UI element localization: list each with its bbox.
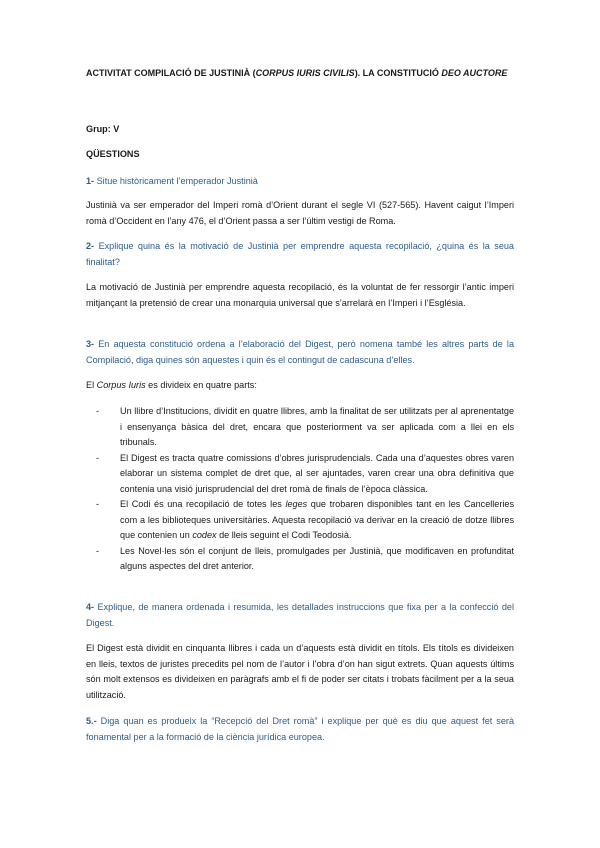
- question-4: 4- Explique, de manera ordenada i resumida, les detallades instruccions que fixa per a la confecció del Digest.: [86, 602, 514, 628]
- answer-1: Justinià va ser emperador del Imperi romà d’Orient durant el segle VI (527-565). Havent caigut l’Imperi romà d’Occident en l’any 476, el d’Orient passa a ser l’últim vestigi de Roma.: [86, 200, 514, 226]
- section-heading: QÜESTIONS: [86, 149, 140, 159]
- answer-4: El Digest està dividit en cinquanta llibres i cada un d’aquests està dividit en títols. Els títols es divideixen en lleis, textos de juristes precedits pel nom de l’autor i l’obra d’on han sigut extrets. Quan aquests últims són molt extensos es divideixen en paràgrafs amb el fi de poder ser citats i trobats fàcilment per a la seua utilització.: [86, 643, 514, 700]
- answer-3-intro: El Corpus Iuris es divideix en quatre parts:: [86, 380, 257, 390]
- list-item: - El Digest es tracta quatre comissions d’obres jurisprudencials. Cada una d’aquestes obres varen elaborar un sistema complet de dret que, al ser ajuntades, varen crear una obra definitiva que contenia una visió jurisprudencial del dret romà de finals de l’època clàssica.: [86, 451, 514, 498]
- question-5: 5.- Diga quan es produeix la “Recepció del Dret romà” i explique per què es diu que aquest fet serà fonamental per a la formació de la ciència jurídica europea.: [86, 716, 514, 742]
- question-2: 2- Explique quina és la motivació de Justinià per emprendre aquesta recopilació, ¿quina és la seua finalitat?: [86, 241, 514, 267]
- corpus-parts-list: [86, 404, 514, 575]
- question-1: 1- Situe històricament l’emperador Justinià: [86, 176, 258, 186]
- document-title: ACTIVITAT COMPILACIÓ DE JUSTINIÀ (CORPUS IURIS CIVILIS). LA CONSTITUCIÓ DEO AUCTORE: [86, 68, 508, 78]
- list-item: - Les Novel·les són el conjunt de lleis, promulgades per Justinià, que modificaven en profunditat alguns aspectes del dret anterior.: [86, 544, 514, 575]
- answer-2: La motivació de Justinià per emprendre aquesta recopilació, és la voluntat de fer ressorgir l’antic imperi mitjançant la pretensió de crear una monarquia universal que s’arrelarà en l’Imperi i l’Església.: [86, 282, 514, 308]
- list-item: - Un llibre d’Institucions, dividit en quatre llibres, amb la finalitat de ser utilitzats per al aprenentatge i ensenyança bàsica del dret, encara que posteriorment va ser aplicada com a llei en els tribunals.: [86, 404, 514, 451]
- list-item: - El Codi és una recopilació de totes les leges que trobaren disponibles tant en les Cancelleries com a les biblioteques universitàries. Aquesta recopilació va derivar en la creació de dotze llibres que contenien un codex de lleis seguint el Codi Teodosià.: [86, 497, 514, 544]
- question-3: 3- En aquesta constitució ordena a l’elaboració del Digest, però nomena també les altres parts de la Compilació, diga quines són aquestes i quin és el contingut de cadascuna d’elles.: [86, 339, 514, 365]
- group-label: Grup: V: [86, 124, 120, 134]
